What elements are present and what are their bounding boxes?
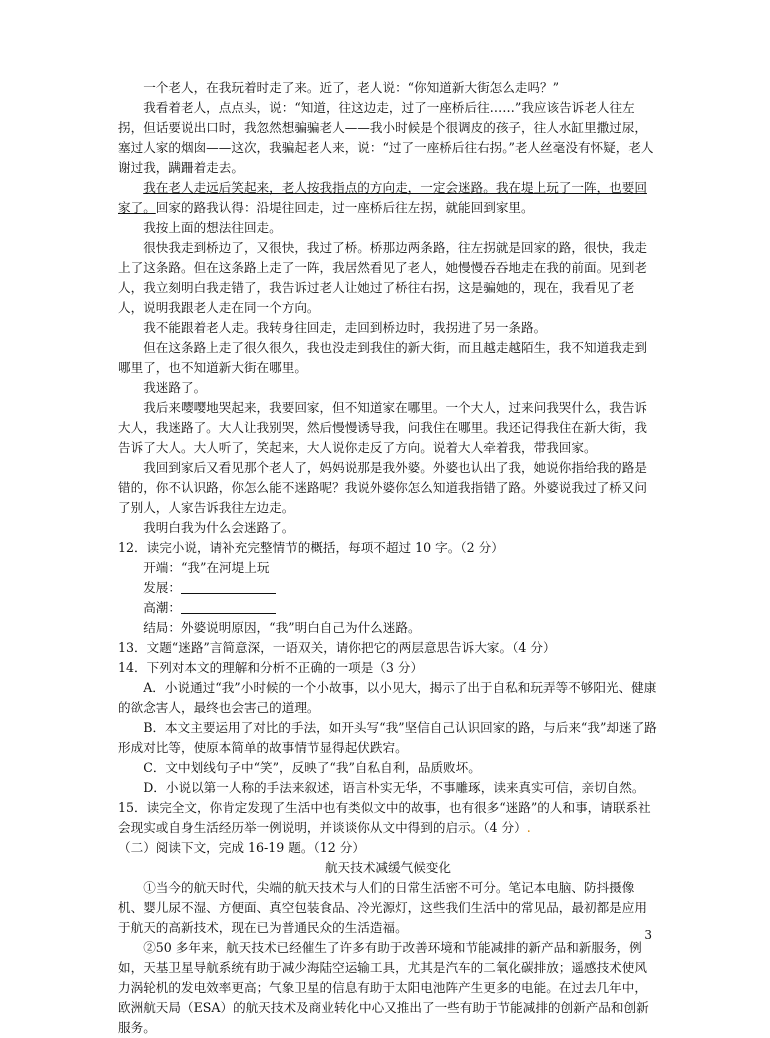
story-paragraph-6: 我不能跟着老人走。我转身往回走，走回到桥边时，我拐进了另一条路。: [143, 320, 547, 335]
story-paragraph-4: 我按上面的想法往回走。: [143, 220, 282, 235]
q12-development: [118, 578, 658, 598]
story-paragraph-9: 我后来嘤嘤地哭起来，我要回家，但不知道家在哪里。一个大人，过来问我哭什么，我告诉大人，我迷路了。大人让我别哭，然后慢慢诱导我，问我住在哪里。我还记得我住在新大街，我告诉了大人。大人听了，笑起来，大人说你走反了方向。说着大人牵着我，带我回家。: [118, 400, 647, 455]
story-paragraph-2: 我看着老人，点点头，说：“知道，往这边走，过了一座桥后往……”我应该告诉老人往左拐，但话要说出口时，我忽然想骗骗老人——我小时候是个很调皮的孩子，往人水缸里撒过尿，塞过人家的烟囱——这次，我骗起老人来，说：“过了一座桥后往右拐。”老人丝毫没有怀疑，老人谢过我，蹒跚着走去。: [118, 100, 654, 175]
story-paragraph-11: 我明白我为什么会迷路了。: [143, 520, 295, 535]
story-paragraph-3: [118, 178, 658, 218]
question-13: 13．文题“迷路”言简意深，一语双关，请你把它的两层意思告诉大家。（4 分）: [118, 640, 556, 655]
q14-option-b: B．本文主要运用了对比的手法，如开头写“我”坚信自己认识回家的路，与后来“我”却迷了路形成对比等，使原本简单的故事情节显得起伏跌宕。: [118, 720, 657, 755]
question-14: 14．下列对本文的理解和分析不正确的一项是（3 分）: [118, 660, 424, 675]
article-paragraph-2: ②50 多年来，航天技术已经催生了许多有助于改善环境和节能减排的新产品和新服务，例如，天基卫星导航系统有助于减少海陆空运输工具，尤其是汽车的二氧化碳排放；遥感技术使风力涡轮机的发电效率更高；气象卫星的信息有助于太阳电池阵产生更多的电能。在过去几年中，欧洲航天局（ESA）的航天技术及商业转化中心又推出了一些有助于节能减排的创新产品和创新服务。: [118, 940, 649, 1035]
section-2-heading: （二）阅读下文，完成 16-19 题。（12 分）: [118, 840, 365, 855]
answer-blank-climax[interactable]: [181, 600, 276, 614]
story-paragraph-7: 但在这条路上走了很久很久，我也没走到我住的新大街，而且越走越陌生，我不知道我走到哪里了，也不知道新大街在哪里。: [118, 340, 647, 375]
article-title: 航天技术减缓气候变化: [325, 860, 451, 875]
story-paragraph-8: 我迷路了。: [143, 380, 207, 395]
q12-development-label: 发展：: [143, 580, 181, 595]
question-12: 12．读完小说，请补充完整情节的概括，每项不超过 10 字。（2 分）: [118, 540, 504, 555]
story-paragraph-5: 很快我走到桥边了，又很快，我过了桥。桥那边两条路，往左拐就是回家的路，很快，我走上了这条路。但在这条路上走了一阵，我居然看见了老人，她慢慢吞吞地走在我的前面。见到老人，我立刻明白我走错了，我告诉过老人让她过了桥往右拐，这是骗她的，现在，我看见了老人，说明我跟老人走在同一个方向。: [118, 240, 647, 315]
stray-dot: .: [526, 820, 531, 835]
question-15: [118, 798, 658, 838]
q14-option-a: A．小说通过“我”小时候的一个小故事，以小见大，揭示了出于自私和玩弄等不够阳光、健康的欲念害人，最终也会害己的道理。: [118, 680, 657, 715]
q12-end: 结局：外婆说明原因，“我”明白自己为什么迷路。: [143, 620, 421, 635]
answer-blank-development[interactable]: [181, 580, 276, 594]
page-number: 3: [644, 928, 652, 942]
underlined-sentence: 我在老人走远后笑起来，老人按我指点的方向走，一定会迷路。我在堤上玩了一阵，也要回家了。: [118, 180, 647, 215]
story-paragraph-3-rest: 回家的路我认得：沿堤往回走，过一座桥后往左拐，就能回到家里。: [155, 200, 534, 215]
document-page: [118, 78, 658, 1038]
article-paragraph-1: ①当今的航天时代，尖端的航天技术与人们的日常生活密不可分。笔记本电脑、防抖摄像机、婴儿尿不湿、方便面、真空包装食品、冷光源灯，这些我们生活中的常见品，最初都是应用于航天的高新技术，现在已为普通民众的生活造福。: [118, 880, 647, 935]
story-paragraph-1: 一个老人，在我玩着时走了来。近了，老人说：“你知道新大街怎么走吗？”: [143, 80, 560, 95]
q14-option-d: D．小说以第一人称的手法来叙述，语言朴实无华，不事雕琢，读来真实可信，亲切自然。: [143, 780, 645, 795]
question-15-text: 15．读完全文，你肯定发现了生活中也有类似文中的故事，也有很多“迷路”的人和事，请联系社会现实或自身生活经历举一例说明，并谈谈你从文中得到的启示。（4 分）: [118, 800, 651, 835]
q12-climax: [118, 598, 658, 618]
q12-climax-label: 高潮：: [143, 600, 181, 615]
q14-option-c: C．文中划线句子中“笑”，反映了“我”自私自利，品质败坏。: [143, 760, 481, 775]
q12-start: 开端：“我”在河堤上玩: [143, 560, 270, 575]
story-paragraph-10: 我回到家后又看见那个老人了，妈妈说那是我外婆。外婆也认出了我，她说你指给我的路是错的，你不认识路，你怎么能不迷路呢？我说外婆你怎么知道我指错了路。外婆说我过了桥又问了别人，人家告诉我往左边走。: [118, 460, 647, 515]
